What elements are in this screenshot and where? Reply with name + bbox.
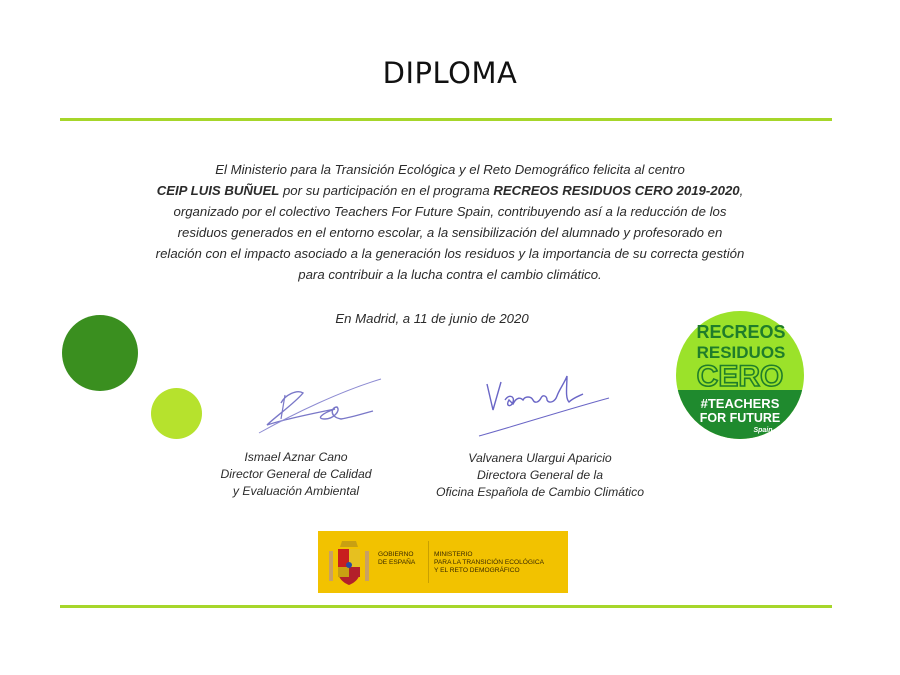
gobierno-line-2: DE ESPAÑA [378, 559, 416, 566]
badge-line-1: RECREOS [696, 322, 786, 342]
body-line-6: para contribuir a la lucha contra el cambio climático. [298, 267, 602, 282]
top-divider [60, 118, 832, 121]
body-line-2-mid: por su participación en el programa [279, 183, 494, 198]
badge-line-2: RESIDUOS [696, 343, 786, 362]
body-line-4: residuos generados en el entorno escolar, a la sensibilización del alumnado y profesorado en [177, 225, 723, 240]
gobierno-text [378, 551, 415, 567]
ministerio-text [434, 551, 544, 575]
body-line-2-end: , [739, 183, 744, 198]
badge-line-5: FOR FUTURE [699, 411, 781, 425]
signer-2-name: Valvanera Ulargui Aparicio [468, 451, 612, 465]
gov-logo-separator [428, 541, 429, 583]
signer-2-role-1: Directora General de la [477, 468, 603, 482]
diploma-title: DIPLOMA [382, 56, 518, 90]
signer-2-role-2: Oficina Española de Cambio Climático [436, 485, 644, 499]
program-name: RECREOS RESIDUOS CERO 2019-2020 [493, 183, 740, 198]
body-line-5: relación con el impacto asociado a la generación los residuos y la importancia de su correcta gestión [155, 246, 745, 261]
signer-1-role-1: Director General de Calidad [220, 467, 372, 481]
signer-2-block [420, 450, 660, 501]
coat-of-arms-icon [326, 537, 372, 589]
badge-line-3: CERO [696, 360, 784, 393]
signer-1-block [196, 449, 396, 500]
recreos-residuos-cero-logo [675, 310, 805, 440]
gobierno-line-1: GOBIERNO [378, 551, 414, 558]
decorative-dark-circle [62, 315, 138, 391]
body-line-3: organizado por el colectivo Teachers For Future Spain, contribuyendo así a la reducción de los [173, 204, 727, 219]
decorative-light-circle [151, 388, 202, 439]
signature-2 [475, 370, 615, 440]
signer-1-name: Ismael Aznar Cano [244, 450, 348, 464]
signer-1-role-2: y Evaluación Ambiental [232, 484, 360, 498]
school-name: CEIP LUIS BUÑUEL [156, 183, 280, 198]
badge-line-6: Spain [753, 427, 773, 434]
signature-1 [245, 373, 385, 445]
badge-line-4: #TEACHERS [700, 396, 780, 411]
ministerio-line-3: Y EL RETO DEMOGRÁFICO [434, 567, 520, 574]
body-line-1: El Ministerio para la Transición Ecológica y el Reto Demográfico felicita al centro [215, 162, 685, 177]
diploma-body [100, 159, 800, 285]
government-logo [318, 531, 568, 593]
ministerio-line-2: PARA LA TRANSICIÓN ECOLÓGICA [434, 559, 545, 566]
bottom-divider [60, 605, 832, 608]
body-line-2 [100, 180, 800, 201]
ministerio-line-1: MINISTERIO [434, 551, 473, 558]
place-date: En Madrid, a 11 de junio de 2020 [335, 311, 529, 326]
